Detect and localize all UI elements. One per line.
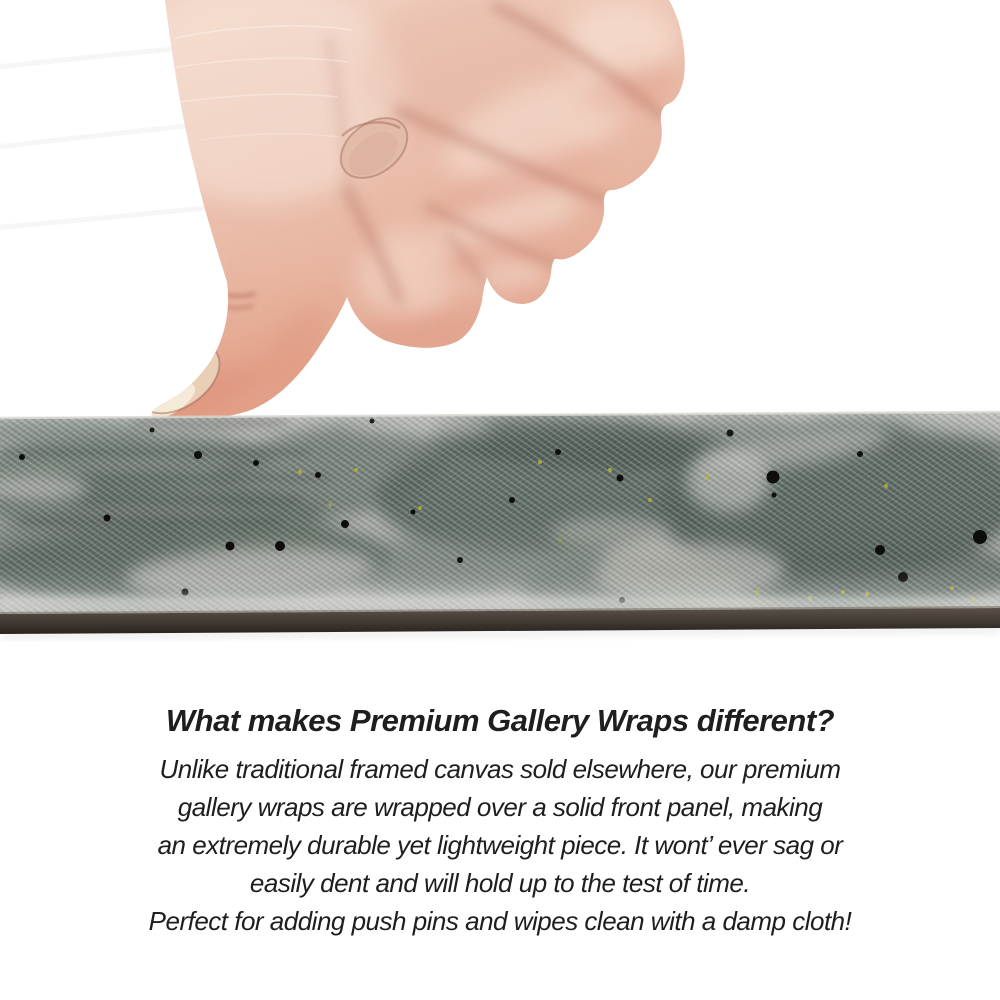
hand-photo: [0, 0, 1000, 422]
canvas-shading: [0, 412, 1000, 614]
info-line-5: Perfect for adding push pins and wipes clean with a damp cloth!: [148, 906, 852, 936]
info-line-2: gallery wraps are wrapped over a solid front panel, making: [177, 792, 823, 822]
info-line-4: easily dent and will hold up to the test of time.: [249, 868, 751, 898]
info-line-1: Unlike traditional framed canvas sold elsewhere, our premium: [159, 754, 841, 784]
canvas-edge-photo: [0, 410, 1000, 650]
info-line-3: an extremely durable yet lightweight piece. It wont’ ever sag or: [157, 830, 843, 860]
info-heading: What makes Premium Gallery Wraps different?: [165, 703, 835, 738]
info-text-block: [0, 699, 1000, 940]
